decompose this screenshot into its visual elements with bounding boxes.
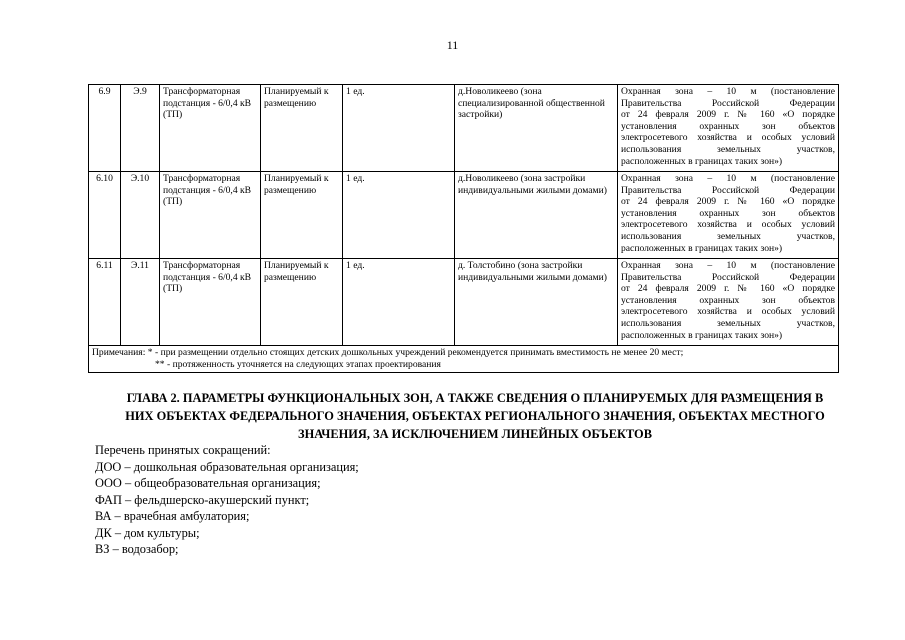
zone-line: электросетевого хозяйства и особых условий <box>621 306 835 318</box>
zone-line: электросетевого хозяйства и особых условий <box>621 132 835 144</box>
row-number: 6.10 <box>89 172 121 259</box>
list-item: ООО – общеобразовательная организация; <box>95 476 321 490</box>
object-location: д. Толстобино (зона застройки индивидуальными жилыми домами) <box>455 259 618 346</box>
list-item: ВА – врачебная амбулатория; <box>95 509 250 523</box>
zone-line: установления охранных зон объектов <box>621 120 835 132</box>
object-code: Э.9 <box>121 85 160 172</box>
zone-line: расположенных в границах таких зон») <box>621 329 783 341</box>
object-name: Трансформаторная подстанция - 6/0,4 кВ (ТП) <box>160 172 261 259</box>
zone-line: от 24 февраля 2009 г. № 160 «О порядке <box>621 283 835 295</box>
zone-line: от 24 февраля 2009 г. № 160 «О порядке <box>621 196 835 208</box>
zone-line: использования земельных участков, <box>621 230 835 242</box>
page-number: 11 <box>446 38 459 52</box>
table-notes <box>89 346 839 373</box>
object-quantity: 1 ед. <box>343 172 455 259</box>
chapter-title-line: НИХ ОБЪЕКТАХ ФЕДЕРАЛЬНОГО ЗНАЧЕНИЯ, ОБЪЕКТАХ РЕГИОНАЛЬНОГО ЗНАЧЕНИЯ, ОБЪЕКТАХ МЕСТНОГО <box>125 409 825 423</box>
zone-line: Правительства Российской Федерации <box>621 271 835 283</box>
list-item: ФАП – фельдшерско-акушерский пункт; <box>95 492 310 507</box>
list-item: ДОО – дошкольная образовательная организация; <box>95 459 359 474</box>
zone-line: от 24 февраля 2009 г. № 160 «О порядке <box>621 109 835 121</box>
table-notes-row <box>89 346 839 373</box>
object-quantity: 1 ед. <box>343 85 455 172</box>
zone-line: Охранная зона – 10 м (постановление <box>621 86 835 97</box>
object-code: Э.11 <box>121 259 160 346</box>
objects-table <box>88 84 839 373</box>
object-status: Планируемый к размещению <box>261 259 343 346</box>
chapter-title-line: ЗНАЧЕНИЯ, ЗА ИСКЛЮЧЕНИЕМ ЛИНЕЙНЫХ ОБЪЕКТОВ <box>298 427 652 441</box>
zone-line: установления охранных зон объектов <box>621 207 835 219</box>
zone-line: Правительства Российской Федерации <box>621 184 835 196</box>
zone-line: использования земельных участков, <box>621 143 835 155</box>
object-name: Трансформаторная подстанция - 6/0,4 кВ (ТП) <box>160 85 261 172</box>
object-location: д.Новоликеево (зона застройки индивидуальными жилыми домами) <box>455 172 618 259</box>
table-row <box>89 259 839 346</box>
object-code: Э.10 <box>121 172 160 259</box>
zone-line: Охранная зона – 10 м (постановление <box>621 260 835 271</box>
list-item: ВЗ – водозабор; <box>95 542 179 556</box>
abbreviations-list <box>95 442 359 558</box>
object-status: Планируемый к размещению <box>261 172 343 259</box>
protection-zone <box>618 172 839 259</box>
row-number: 6.11 <box>89 259 121 346</box>
chapter-title-line: ГЛАВА 2. ПАРАМЕТРЫ ФУНКЦИОНАЛЬНЫХ ЗОН, А ТАКЖЕ СВЕДЕНИЯ О ПЛАНИРУЕМЫХ ДЛЯ РАЗМЕЩЕНИЯ В <box>126 391 824 405</box>
note-line-1: Примечания: * - при размещении отдельно стоящих детских дошкольных учреждений рекомендуется принимать вместимость не менее 20 мест; <box>92 347 684 358</box>
protection-zone <box>618 259 839 346</box>
zone-line: Охранная зона – 10 м (постановление <box>621 173 835 184</box>
table-row <box>89 172 839 259</box>
row-number: 6.9 <box>89 85 121 172</box>
note-line-2: ** - протяженность уточняется на следующих этапах проектирования <box>155 358 441 370</box>
zone-line: расположенных в границах таких зон») <box>621 242 783 254</box>
zone-line: установления охранных зон объектов <box>621 294 835 306</box>
zone-line: использования земельных участков, <box>621 317 835 329</box>
zone-line: расположенных в границах таких зон») <box>621 155 783 167</box>
protection-zone <box>618 85 839 172</box>
list-item: ДК – дом культуры; <box>95 525 200 540</box>
object-location: д.Новоликеево (зона специализированной общественной застройки) <box>455 85 618 172</box>
table-row <box>89 85 839 172</box>
object-quantity: 1 ед. <box>343 259 455 346</box>
zone-line: Правительства Российской Федерации <box>621 97 835 109</box>
object-status: Планируемый к размещению <box>261 85 343 172</box>
object-name: Трансформаторная подстанция - 6/0,4 кВ (ТП) <box>160 259 261 346</box>
zone-line: электросетевого хозяйства и особых условий <box>621 219 835 231</box>
abbreviations-heading: Перечень принятых сокращений: <box>95 443 271 457</box>
chapter-title <box>95 389 855 443</box>
